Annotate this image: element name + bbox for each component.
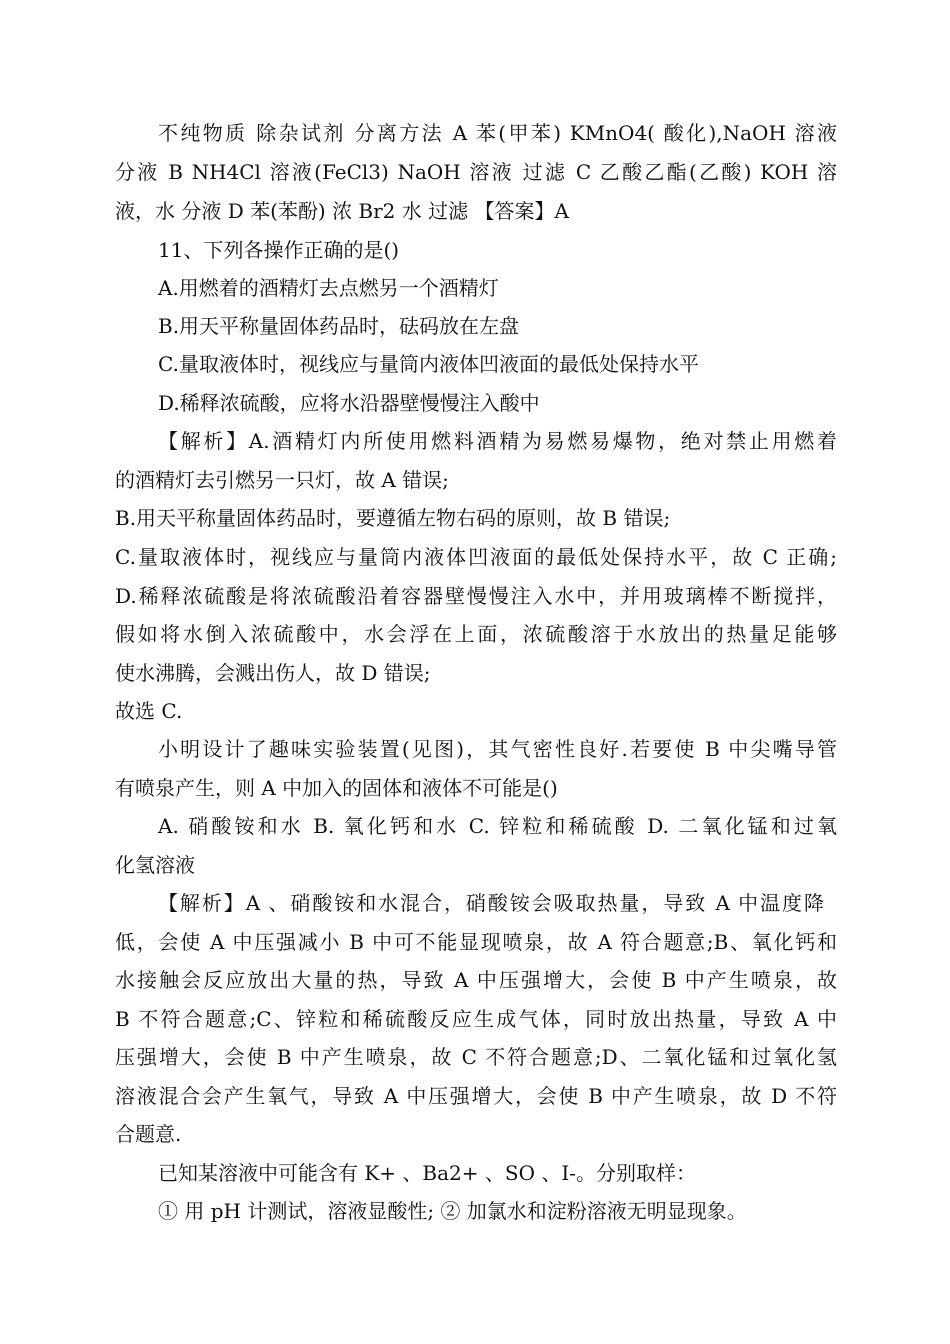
options-line: 化氢溶液 (115, 853, 195, 877)
analysis-text: 压强增大，会使 B 中产生喷泉，故 C 不符合题意;D、二氧化锰和过氧化氢 (115, 1045, 837, 1069)
analysis-text: 的酒精灯去引燃另一只灯，故 A 错误; (115, 468, 449, 492)
analysis-text: 水接触会反应放出大量的热，导致 A 中压强增大，会使 B 中产生喷泉，故 (115, 968, 837, 992)
question-stem: 已知某溶液中可能含有 K+ 、Ba2+ 、SO 、I-。分别取样： (158, 1161, 696, 1185)
question-stem: 小明设计了趣味实验装置(见图)，其气密性良好.若要使 B 中尖嘴导管 (158, 737, 837, 761)
analysis-text: 使水沸腾，会溅出伤人，故 D 错误; (115, 661, 431, 685)
option-b: B.用天平称量固体药品时，砝码放在左盘 (158, 314, 520, 338)
options-line: A. 硝酸铵和水 B. 氧化钙和水 C. 锌粒和稀硫酸 D. 二氧化锰和过氧 (158, 814, 837, 838)
analysis-text: 【解析】A 、硝酸铵和水混合，硝酸铵会吸取热量，导致 A 中温度降 (158, 891, 824, 915)
text-line: 不纯物质 除杂试剂 分离方法 A 苯(甲苯) KMnO4( 酸化),NaOH 溶液 (158, 121, 837, 145)
option-a: A.用燃着的酒精灯去点燃另一个酒精灯 (158, 276, 499, 300)
analysis-text: B 不符合题意;C、锌粒和稀硫酸反应生成气体，同时放出热量，导致 A 中 (115, 1007, 837, 1031)
analysis-text: C.量取液体时，视线应与量筒内液体凹液面的最低处保持水平，故 C 正确; (115, 545, 837, 569)
analysis-text: B.用天平称量固体药品时，要遵循左物右码的原则，故 B 错误; (115, 506, 671, 530)
question-stem: 11、下列各操作正确的是() (158, 238, 400, 262)
option-d: D.稀释浓硫酸，应将水沿器壁慢慢注入酸中 (158, 391, 540, 415)
answer-text: 故选 C. (115, 699, 183, 723)
analysis-text: D.稀释浓硫酸是将浓硫酸沿着容器壁慢慢注入水中，并用玻璃棒不断搅拌， (115, 584, 837, 608)
question-stem: ① 用 pH 计测试，溶液显酸性; ② 加氯水和淀粉溶液无明显现象。 (158, 1199, 747, 1223)
analysis-text: 合题意. (115, 1122, 182, 1146)
analysis-text: 低，会使 A 中压强减小 B 中可不能显现喷泉，故 A 符合题意;B、氧化钙和 (115, 930, 837, 954)
option-c: C.量取液体时，视线应与量筒内液体凹液面的最低处保持水平 (158, 352, 699, 376)
text-line: 液，水 分液 D 苯(苯酚) 浓 Br2 水 过滤 【答案】A (115, 199, 569, 223)
text-line: 分液 B NH4Cl 溶液(FeCl3) NaOH 溶液 过滤 C 乙酸乙酯(乙酸) KOH 溶 (115, 160, 837, 184)
analysis-text: 假如将水倒入浓硫酸中，水会浮在上面，浓硫酸溶于水放出的热量足能够 (115, 622, 837, 646)
question-stem: 有喷泉产生，则 A 中加入的固体和液体不可能是() (115, 776, 558, 800)
analysis-text: 溶液混合会产生氧气，导致 A 中压强增大，会使 B 中产生喷泉，故 D 不符 (115, 1084, 837, 1108)
analysis-text: 【解析】A.酒精灯内所使用燃料酒精为易燃易爆物，绝对禁止用燃着 (158, 429, 837, 453)
